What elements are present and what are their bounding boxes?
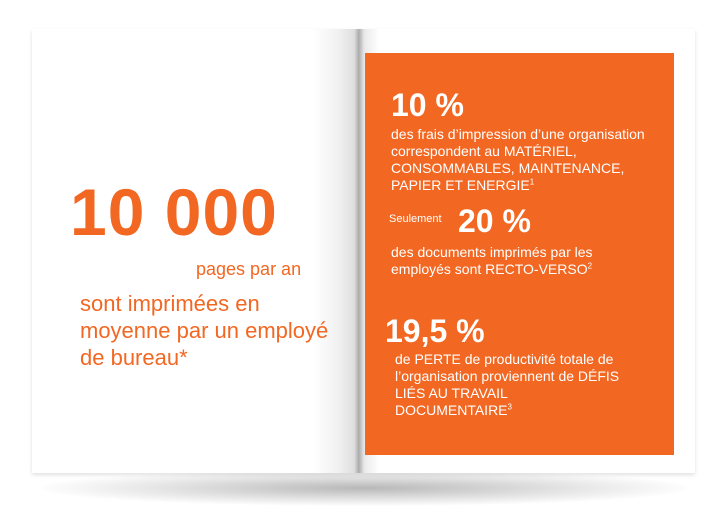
headline-number: 10 000	[70, 175, 278, 249]
stat1-value: 10 %	[391, 87, 464, 123]
stat1-text	[391, 126, 661, 194]
stat1-footnote: 1	[529, 177, 535, 187]
stat2-text	[391, 244, 631, 278]
stat3-text-body: de PERTE de productivité totale de l’organisation proviennent de DÉFIS LIÉS AU TRAVAIL DOCUMENTAIRE	[395, 351, 620, 418]
stat2-footnote: 2	[587, 261, 593, 271]
brochure-shadow	[40, 470, 690, 506]
left-description: sont imprimées en moyenne par un employé de bureau*	[80, 291, 329, 370]
stat3-value: 19,5 %	[385, 313, 485, 349]
stat2-value: 20 %	[458, 203, 531, 239]
unit-label: pages par an	[196, 259, 302, 279]
stat2-text-body: des documents imprimés par les employés sont RECTO-VERSO	[391, 244, 593, 277]
stat3-text	[395, 351, 625, 419]
stat3-footnote: 3	[507, 402, 512, 412]
stat1-text-body: des frais d’impression d’une organisation correspondent au MATÉRIEL, CONSOMMABLES, MAINTENANCE, PAPIER ET ENERGIE	[391, 126, 645, 193]
brochure-spine	[354, 29, 364, 473]
left-page	[32, 29, 359, 473]
stat2-prefix: Seulement	[389, 213, 442, 225]
